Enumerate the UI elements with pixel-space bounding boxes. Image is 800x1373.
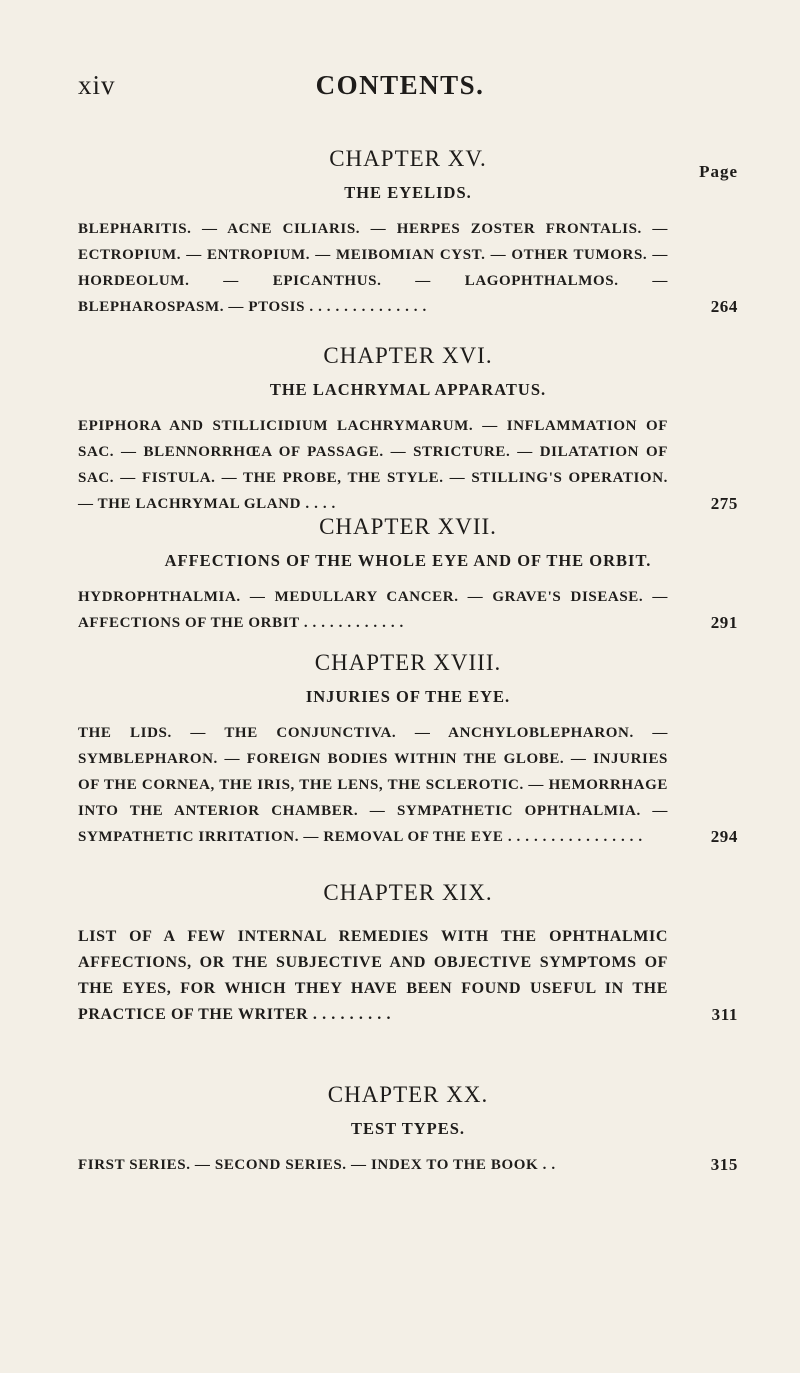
toc-entry-text: BLEPHARITIS. — ACNE CILIARIS. — HERPES ZOSTER FRONTALIS. — ECTROPIUM. — ENTROPIUM. — MEIBOMIAN CYST. — OTHER TUMORS. — HORDEOLUM. — EPICANTHUS. — LAGOPHTHALMOS. — BLEPHAROSPASM. — PTOSIS . . . . . . . . . . . . . . [78,221,668,315]
toc-entry [78,924,738,1028]
toc-entry-text: FIRST SERIES. — SECOND SERIES. — INDEX TO THE BOOK . . [78,1157,556,1173]
chapter-subtitle: THE LACHRYMAL APPARATUS. [269,380,547,399]
running-head [78,70,722,110]
chapter-heading: CHAPTER XIX. [323,880,493,905]
chapter-20 [78,1082,738,1178]
toc-entry [78,1152,738,1178]
toc-entry [78,413,738,517]
chapter-heading: CHAPTER XVIII. [314,650,502,675]
chapter-subtitle: TEST TYPES. [350,1119,466,1138]
toc-entry-text: THE LIDS. — THE CONJUNCTIVA. — ANCHYLOBLEPHARON. — SYMBLEPHARON. — FOREIGN BODIES WITHIN THE GLOBE. — INJURIES OF THE CORNEA, THE IRIS, THE LENS, THE SCLEROTIC. — HEMORRHAGE INTO THE ANTERIOR CHAMBER. — SYMPATHETIC OPHTHALMIA. — SYMPATHETIC IRRITATION. — REMOVAL OF THE EYE . . . . . . . . . . . . . . . . [78,725,668,845]
toc-entry [78,720,738,850]
chapter-16 [78,343,738,517]
chapter-15 [78,146,738,320]
chapter-subtitle: AFFECTIONS OF THE WHOLE EYE AND OF THE ORBIT. [164,551,652,570]
chapter-17 [78,514,738,636]
toc-entry-page: 311 [711,1005,738,1024]
page-title: CONTENTS. [315,70,485,100]
toc-entry [78,216,738,320]
chapter-subtitle: THE EYELIDS. [344,183,472,202]
toc-entry [78,584,738,636]
page-folio: xiv [78,70,116,100]
toc-entry-text: LIST OF A FEW INTERNAL REMEDIES WITH THE OPHTHALMIC AFFECTIONS, OR THE SUBJECTIVE AND OBJECTIVE SYMPTOMS OF THE EYES, FOR WHICH THEY HAVE BEEN FOUND USEFUL IN THE PRACTICE OF THE WRITER . . . . . . . . . [78,928,668,1023]
chapter-heading: CHAPTER XX. [327,1082,489,1107]
chapter-heading: CHAPTER XVI. [323,343,493,368]
chapter-19 [78,880,738,1028]
toc-entry-page: 291 [710,613,738,632]
chapter-heading: CHAPTER XV. [329,146,487,171]
toc-entry-page: 315 [710,1155,738,1174]
toc-entry-page: 275 [710,494,738,513]
page-column-label: Page [699,162,738,181]
toc-entry-page: 294 [710,827,738,846]
toc-entry-page: 264 [710,297,738,316]
chapter-heading: CHAPTER XVII. [319,514,497,539]
toc-entry-text: HYDROPHTHALMIA. — MEDULLARY CANCER. — GRAVE'S DISEASE. — AFFECTIONS OF THE ORBIT . . . . . . . . . . . . [78,589,668,631]
toc-entry-text: EPIPHORA AND STILLICIDIUM LACHRYMARUM. — INFLAMMATION OF SAC. — BLENNORRHŒA OF PASSAGE. — STRICTURE. — DILATATION OF SAC. — FISTULA. — THE PROBE, THE STYLE. — STILLING'S OPERATION. — THE LACHRYMAL GLAND . . . . [78,418,668,512]
chapter-subtitle: INJURIES OF THE EYE. [305,687,511,706]
chapter-18 [78,650,738,850]
